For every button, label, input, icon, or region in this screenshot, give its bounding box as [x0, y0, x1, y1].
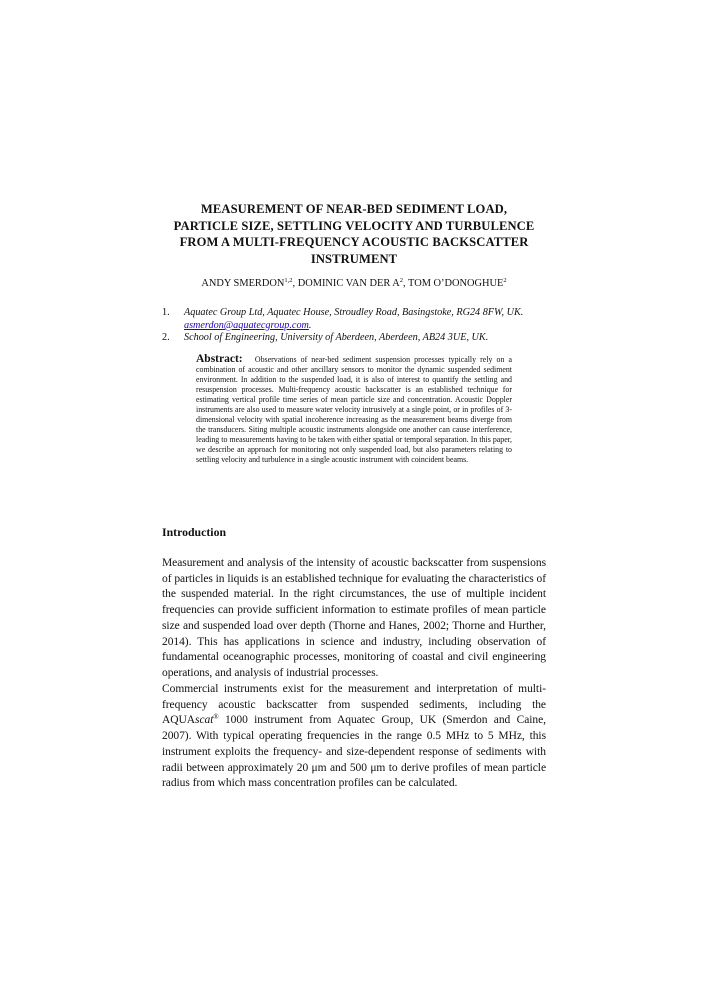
title-line: PARTICLE SIZE, SETTLING VELOCITY AND TURBULENCE — [173, 218, 535, 233]
registered-mark: ® — [213, 713, 219, 722]
paragraph-text: 1000 instrument from Aquatec Group, UK (Smerdon and Caine, 2007). With typical operating frequencies in the range 0.5 MHz to 5 MHz, this instrument exploits the frequency- and size-dependent response of sediments with radii between approximately 20 μm and 500 μm to derive profiles of mean particle radius from which mass concentration profiles can be calculated. — [162, 714, 546, 790]
section-heading-introduction: Introduction — [162, 525, 227, 539]
paragraph-text: Commercial instruments exist for the measurement and interpretation of multi-frequency acoustic backscatter from suspended sediments, including the AQUA — [162, 683, 546, 727]
affiliation-text: Aquatec Group Ltd, Aquatec House, Stroudley Road, Basingstoke, RG24 8FW, UK. — [184, 307, 524, 318]
affiliation-text: School of Engineering, University of Aberdeen, Aberdeen, AB24 3UE, UK. — [184, 332, 489, 343]
author-affiliation-mark: 2 — [503, 277, 507, 284]
affiliation-email-line — [184, 320, 311, 333]
author-name: ANDY SMERDON — [201, 278, 285, 289]
author-list — [150, 277, 558, 291]
abstract-colon: : — [238, 353, 243, 365]
title-line: FROM A MULTI-FREQUENCY ACOUSTIC BACKSCATTER — [179, 235, 529, 249]
email-suffix: . — [308, 319, 312, 331]
intro-paragraph-1: Measurement and analysis of the intensity of acoustic backscatter from suspensions of particles in liquids is an established technique for evaluating the characteristics of the suspended material. In the right circumstances, the use of multiple incident frequencies can provide sufficient information to estimate profiles of mean particle size and suspended load over depth (Thorne and Hanes, 2002; Thorne and Hurther, 2014). This has applications in science and industry, including observation of fundamental oceanographic processes, monitoring of coastal and civil engineering operations, and analysis of industrial processes. — [162, 557, 546, 679]
author-name: , TOM O’DONOGHUE — [403, 278, 504, 289]
title-line: MEASUREMENT OF NEAR-BED SEDIMENT LOAD, — [200, 202, 508, 216]
intro-paragraph-2 — [162, 682, 546, 792]
abstract — [196, 354, 512, 466]
abstract-heading: Abstract — [196, 353, 239, 365]
author-name: , DOMINIC VAN DER A — [292, 278, 400, 289]
affiliation-2 — [162, 332, 552, 346]
affiliation-number: 1. — [162, 307, 170, 318]
affiliation-number: 2. — [162, 332, 170, 343]
title-line: INSTRUMENT — [310, 251, 398, 266]
author-affiliation-mark: 2 — [399, 277, 404, 284]
author-affiliation-mark: 1,2 — [284, 277, 293, 284]
paper-title — [150, 201, 558, 267]
abstract-body: Observations of near-bed sediment suspension processes typically rely on a combination of acoustic and other ancillary sensors to monitor the dynamic suspended sediment environment. In addition to the suspended load, it is also of interest to quantify the settling and resuspension processes. Multi-frequency acoustic backscatter is an established technique for estimating vertical profile time series of mean particle size and concentration. Acoustic Doppler instruments are also used to measure water velocity intrusively at a single point, or in profiles of 3-dimensional velocity with spatial incoherence increasing as the measurement beams diverge from the transducers. Siting multiple acoustic instruments alongside one another can cause interference, leading to measurements having to be taken with either spatial or temporal separation. In this paper, we describe an approach for monitoring not only suspended load, but also parameters relating to settling velocity and turbulence in a single acoustic instrument with coincident beams. — [196, 355, 512, 465]
affiliation-1 — [162, 307, 552, 333]
email-link[interactable]: asmerdon@aquatecgroup.com — [184, 319, 309, 331]
product-name-italic: scat — [195, 714, 214, 727]
